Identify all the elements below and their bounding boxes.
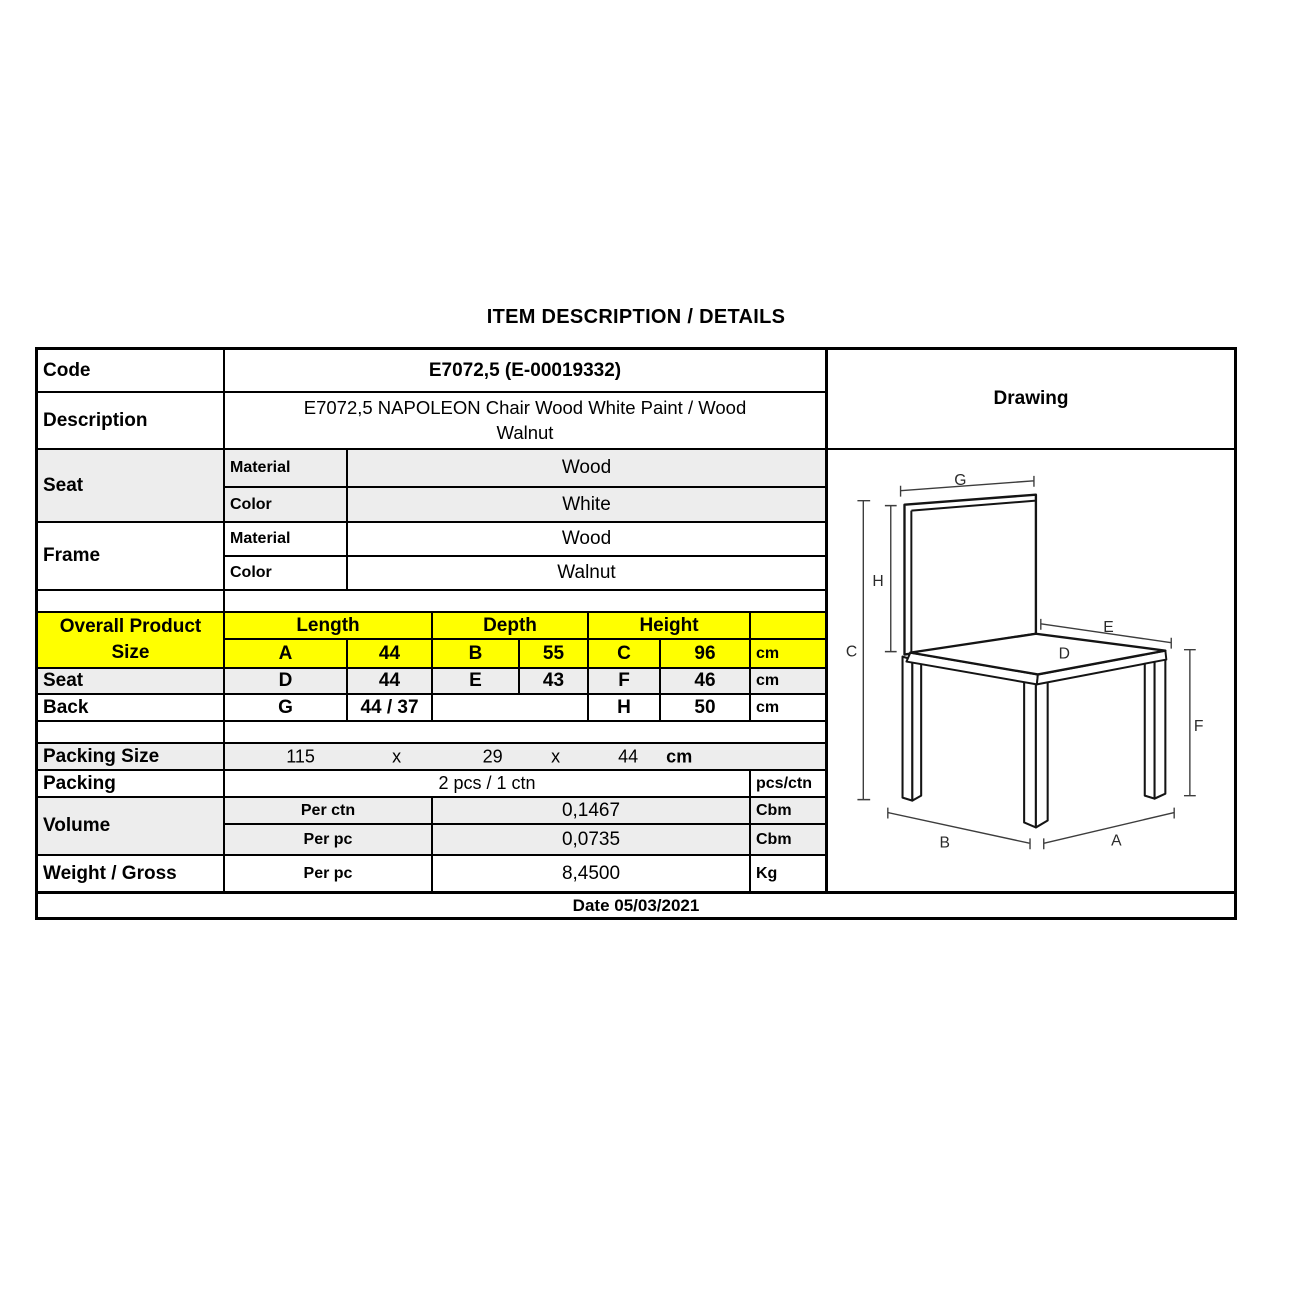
dim-label-c: C [845,643,858,661]
overall-depth-key: B [433,640,520,667]
seat-length-key: D [225,669,348,693]
volume-band [38,798,825,856]
date-value: Date 05/03/2021 [572,895,700,915]
weight-row [38,856,825,891]
spacer-row [38,591,825,613]
seat-subrows [225,450,825,521]
overall-length-key: A [225,640,348,667]
volume-per-pc-label: Per pc [225,825,433,854]
page-title: ITEM DESCRIPTION / DETAILS [486,306,786,328]
size-header-line2: Size [111,642,150,663]
overall-height-key: C [589,640,661,667]
seat-depth-key: E [433,669,520,693]
back-length-value: 44 / 37 [348,695,433,720]
frame-color-label: Color [225,557,348,589]
seat-color-row [225,488,825,521]
back-length-key: G [225,695,348,720]
size-header-line1: Overall Product [59,616,202,638]
volume-per-pc-row [225,825,825,854]
drawing-title: Drawing [828,350,1234,450]
packing-size-row [38,744,825,771]
overall-height-value: 96 [661,640,751,667]
back-depth-empty [433,695,589,720]
dim-label-b: B [939,834,950,852]
spacer-cell [38,591,225,611]
seat-color-value: White [562,493,611,515]
drawing-area [828,450,1234,891]
seat-material-label: Material [225,450,348,486]
weight-value: 8,4500 [433,856,751,891]
packing-dim-1: 115 [286,746,315,766]
overall-unit: cm [756,644,780,662]
frame-subrows [225,523,825,589]
chair-backrest [904,495,1035,655]
volume-per-ctn-unit: Cbm [756,801,792,819]
col-unit-header [751,613,825,638]
description-label: Description [38,393,225,448]
back-height-key: H [589,695,661,720]
seat-label: Seat [38,450,225,521]
packing-times-2: x [551,746,561,766]
chair-drawing [828,450,1234,891]
col-depth-header: Depth [433,613,589,638]
spacer-row [38,722,825,744]
dim-label-a: A [1111,832,1122,850]
size-header-band [38,613,825,669]
packing-size-value-cell [225,744,825,769]
code-label: Code [38,350,225,391]
packing-unit: pcs/ctn [756,774,813,792]
frame-color-row [225,557,825,589]
packing-size-unit: cm [666,746,693,766]
overall-depth-value: 55 [520,640,589,667]
seat-height-value: 46 [661,669,751,693]
frame-material-row [225,523,825,557]
packing-size-label: Packing Size [38,744,225,769]
seat-material-row [225,450,825,488]
packing-dim-3: 44 [618,746,639,766]
code-value: E7072,5 (E-00019332) [428,359,622,381]
seat-size-label: Seat [38,669,225,693]
back-unit: cm [756,698,780,716]
col-height-header: Height [589,613,751,638]
code-row [38,350,825,393]
back-size-label: Back [38,695,225,720]
spacer-cell [38,722,225,742]
drawing-column [828,350,1234,891]
seat-height-key: F [589,669,661,693]
volume-per-ctn-value: 0,1467 [433,798,751,823]
volume-per-ctn-label: Per ctn [225,798,433,823]
size-header-grid [225,613,825,667]
frame-band [38,523,825,591]
back-size-row [38,695,825,722]
packing-label: Packing [38,771,225,796]
dim-label-g: G [954,471,967,489]
back-height-value: 50 [661,695,751,720]
packing-value: 2 pcs / 1 ctn [225,771,751,796]
description-value-cell [225,393,825,448]
spacer-cell [225,722,825,742]
dim-label-h: H [872,572,884,591]
size-header-label [38,613,225,667]
packing-times-1: x [392,746,402,766]
spacer-cell [225,591,825,611]
spec-table [35,347,1237,920]
packing-dim-2: 29 [482,746,503,766]
weight-unit: Kg [756,864,778,882]
size-dim-header-row [225,613,825,640]
data-grid [38,350,828,891]
frame-color-value: Walnut [557,562,616,583]
seat-band [38,450,825,523]
frame-material-value: Wood [561,528,612,549]
weight-per-pc-label: Per pc [225,856,433,891]
seat-depth-value: 43 [520,669,589,693]
table-main [38,350,1234,891]
volume-subrows [225,798,825,854]
dim-label-d: D [1058,645,1071,663]
volume-per-pc-unit: Cbm [756,830,792,848]
chair-outline [903,495,1167,828]
frame-material-label: Material [225,523,348,555]
packing-row [38,771,825,798]
overall-size-row [225,640,825,667]
description-value: E7072,5 NAPOLEON Chair Wood White Paint / Wood Walnut [303,396,747,443]
volume-per-pc-value: 0,0735 [433,825,751,854]
description-row [38,393,825,450]
seat-unit: cm [756,672,780,689]
seat-size-row [38,669,825,695]
seat-color-label: Color [225,488,348,521]
seat-length-value: 44 [348,669,433,693]
frame-label: Frame [38,523,225,589]
date-row [38,891,1234,917]
dim-label-f: F [1193,718,1204,736]
weight-label: Weight / Gross [38,856,225,891]
volume-label: Volume [38,798,225,854]
seat-material-value: Wood [561,457,612,478]
col-length-header: Length [225,613,433,638]
volume-per-ctn-row [225,798,825,825]
dim-label-e: E [1103,618,1114,636]
overall-length-value: 44 [348,640,433,667]
